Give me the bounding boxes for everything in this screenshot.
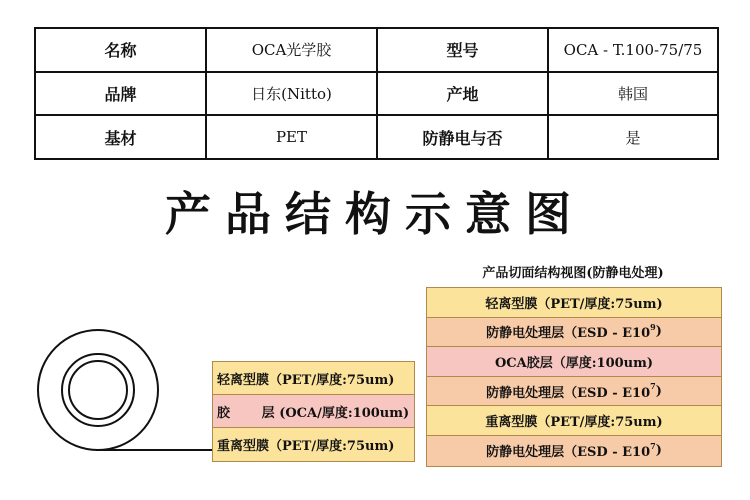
cs-layer-suffix: ) [655, 383, 662, 399]
cs-layer-oca [427, 347, 721, 377]
spec-value-substrate: PET [206, 115, 377, 159]
cs-layer-esd-1 [427, 318, 721, 348]
table-row [35, 28, 718, 72]
spec-value-origin: 韩国 [548, 72, 718, 116]
layer-light-release-film: 轻离型膜（PET/厚度:75um) [213, 362, 414, 395]
cs-layer-label: 防静电处理层（ESD - E10 [486, 326, 651, 342]
roll-tail-line [96, 448, 214, 452]
cs-layer-esd-3 [427, 436, 721, 466]
cs-layer-label: OCA胶层（厚度:100um) [494, 355, 654, 371]
spec-value-brand: 日东(Nitto) [206, 72, 377, 116]
spec-value-antistatic: 是 [548, 115, 718, 159]
page-title: 产品结构示意图 [165, 187, 585, 241]
spec-key-origin: 产地 [377, 72, 548, 116]
cs-layer-label: 防静电处理层（ESD - E10 [486, 385, 651, 401]
cs-layer-esd-2 [427, 377, 721, 407]
spec-value-name: OCA光学胶 [206, 28, 377, 72]
table-row [35, 72, 718, 116]
cs-layer-label: 轻离型膜（PET/厚度:75um) [485, 296, 663, 312]
cs-layer-exponent: 7 [650, 440, 656, 451]
layer-adhesive: 胶 层 (OCA/厚度:100um) [213, 395, 414, 428]
spec-key-substrate: 基材 [35, 115, 206, 159]
spec-value-model: OCA - T.100-75/75 [548, 28, 718, 72]
cs-layer-heavy-release-film [427, 406, 721, 436]
spec-key-antistatic: 防静电与否 [377, 115, 548, 159]
cross-section-stack [426, 287, 722, 467]
table-row [35, 115, 718, 159]
spec-key-brand: 品牌 [35, 72, 206, 116]
cs-layer-exponent: 7 [650, 381, 656, 392]
cross-section-title: 产品切面结构视图(防静电处理) [482, 266, 664, 281]
tape-roll-illustration [36, 328, 176, 468]
spec-table [34, 27, 719, 160]
cs-layer-label: 重离型膜（PET/厚度:75um) [485, 415, 663, 431]
cs-layer-suffix: ) [655, 443, 662, 459]
cs-layer-label: 防静电处理层（ESD - E10 [486, 445, 651, 461]
roll-layer-stack [212, 361, 415, 462]
layer-heavy-release-film: 重离型膜（PET/厚度:75um) [213, 428, 414, 461]
spec-key-model: 型号 [377, 28, 548, 72]
cs-layer-light-release-film [427, 288, 721, 318]
spec-key-name: 名称 [35, 28, 206, 72]
cs-layer-exponent: 9 [650, 321, 656, 332]
cs-layer-suffix: ) [655, 324, 662, 340]
